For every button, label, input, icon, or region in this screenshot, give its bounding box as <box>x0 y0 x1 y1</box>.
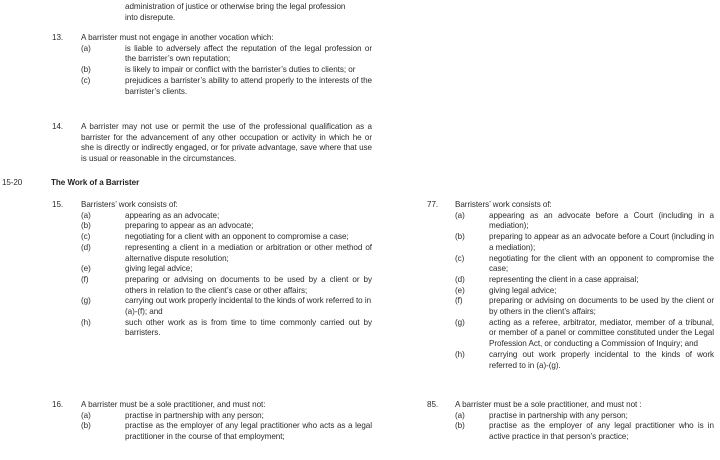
list-item <box>81 296 372 317</box>
list-item <box>455 275 714 286</box>
list-item-text: carrying out work properly incidental to the kinds of work referred to in (a)-(f); and <box>125 296 372 317</box>
list-item-label: (a) <box>455 410 465 420</box>
list-item-label: (a) <box>81 410 91 420</box>
continuation-line-2: into disrepute. <box>125 12 176 22</box>
list-item-text: preparing to appear as an advocate; <box>125 221 254 231</box>
list-item-label: (d) <box>455 274 465 284</box>
list-item-text: appearing as an advocate; <box>125 210 220 220</box>
clause-body <box>455 200 714 371</box>
clause-body <box>81 200 372 339</box>
list-item <box>455 286 714 297</box>
clause-number: 13. <box>52 33 64 42</box>
list-item <box>455 296 714 317</box>
list-item <box>455 350 714 371</box>
list-item-label: (c) <box>455 253 465 263</box>
list-item <box>81 421 372 442</box>
clause-number: 85. <box>427 400 439 409</box>
margin-reference-note: 15-20 <box>2 178 23 187</box>
list-item-label: (a) <box>455 210 465 220</box>
list-item <box>455 232 714 253</box>
list-item-label: (b) <box>81 65 91 75</box>
clause-body <box>455 400 714 443</box>
list-item-text: appearing as an advocate before a Court (including in a mediation); <box>489 210 714 231</box>
list-item <box>455 318 714 350</box>
list-item-label: (e) <box>455 285 465 295</box>
list-item <box>455 254 714 275</box>
list-item-text: acting as a referee, arbitrator, mediator, member of a tribunal, or member of a panel or committee constituted under the Legal Profession Act, or conducting a Commission of Inquiry; and <box>489 317 714 349</box>
list-item <box>81 318 372 339</box>
list-item <box>455 411 714 422</box>
list-item-label: (e) <box>81 264 91 274</box>
list-item-label: (a) <box>81 210 91 220</box>
clause-paragraph: A barrister may not use or permit the use of the professional qualification as a barrister for the advancement of any other occupation or activity in which he or she is directly or indirectly engaged, or for private advantage, save where that use is usual or reasonable in the circumstances. <box>81 122 372 164</box>
clause-number: 16. <box>52 400 64 409</box>
right-column <box>400 0 720 460</box>
list-item-text: practise as the employer of any legal practitioner who is in active practice in that person’s practice; <box>489 421 714 442</box>
list-item <box>81 264 372 275</box>
list-item-text: representing a client in a mediation or arbitration or other method of alternative dispute resolution; <box>125 242 372 263</box>
clause-lead: A barrister must not engage in another vocation which: <box>81 33 274 42</box>
list-item <box>81 232 372 243</box>
list-item <box>455 211 714 232</box>
list-item <box>455 421 714 442</box>
list-item-text: negotiating for a client with an opponent to compromise a case; <box>125 232 349 242</box>
list-item-label: (b) <box>81 421 91 431</box>
list-item-label: (h) <box>81 317 91 327</box>
list-item <box>81 243 372 264</box>
list-item <box>81 76 372 97</box>
list-item-text: preparing to appear as an advocate before a Court (including in a mediation); <box>489 232 714 252</box>
list-item-text: practise as the employer of any legal practitioner who acts as a legal practitioner in the course of that employment; <box>125 421 372 442</box>
list-item-label: (g) <box>81 296 91 306</box>
list-item-text: preparing or advising on documents to be used by the client or by others in the client’s affairs; <box>489 296 714 317</box>
clause-lead: A barrister must be a sole practitioner, and must not: <box>81 400 266 409</box>
clause-number: 14. <box>52 122 64 131</box>
list-item <box>81 221 372 232</box>
list-item-label: (b) <box>455 232 465 242</box>
list-item-text: representing the client in a case appraisal; <box>489 274 639 284</box>
list-item-label: (f) <box>455 296 463 306</box>
list-item-text: negotiating for the client with an opponent to compromise the case; <box>489 253 714 274</box>
list-item <box>81 211 372 222</box>
list-item-label: (d) <box>81 242 91 252</box>
clause-body <box>81 122 372 165</box>
list-item-text: practise in partnership with any person; <box>489 410 628 420</box>
list-item-text: is liable to adversely affect the reputation of the legal profession or the barrister’s own reputation; <box>125 43 372 64</box>
clause-lead: Barristers’ work consists of: <box>81 200 178 209</box>
list-item <box>81 65 372 76</box>
clause-number: 15. <box>52 200 64 209</box>
list-item-label: (b) <box>81 221 91 231</box>
list-item-label: (c) <box>81 232 91 242</box>
list-item <box>81 411 372 422</box>
list-item-text: such other work as is from time to time commonly carried out by barristers. <box>125 317 372 338</box>
clause-body <box>81 33 372 97</box>
list-item-label: (a) <box>81 43 91 53</box>
list-item <box>81 275 372 296</box>
clause-lead: Barristers’ work consists of: <box>455 200 552 209</box>
list-item-text: preparing or advising on documents to be used by a client or by others in relation to the client’s case or other affairs; <box>125 274 372 295</box>
list-item-label: (c) <box>81 75 91 85</box>
list-item-text: giving legal advice; <box>125 264 193 274</box>
list-item-text: is likely to impair or conflict with the barrister’s duties to clients; or <box>125 65 356 75</box>
list-item-text: carrying out work properly incidental to the kinds of work referred to in (a)-(g). <box>489 349 714 370</box>
section-heading: The Work of a Barrister <box>51 178 140 187</box>
list-item <box>81 44 372 65</box>
continuation-line-1: administration of justice or otherwise bring the legal profession <box>125 2 346 11</box>
list-item-label: (f) <box>81 274 89 284</box>
clause-lead: A barrister must be a sole practitioner, and must not : <box>455 400 642 409</box>
list-item-text: prejudices a barrister’s ability to attend properly to the interests of the barrister’s clients. <box>125 75 372 96</box>
list-item-text: practise in partnership with any person; <box>125 410 264 420</box>
list-item-text: giving legal advice; <box>489 285 557 295</box>
list-item-label: (h) <box>455 349 465 359</box>
list-item-label: (g) <box>455 317 465 327</box>
list-item-label: (b) <box>455 421 465 431</box>
clause-body <box>81 400 372 443</box>
clause-number: 77. <box>427 200 439 209</box>
